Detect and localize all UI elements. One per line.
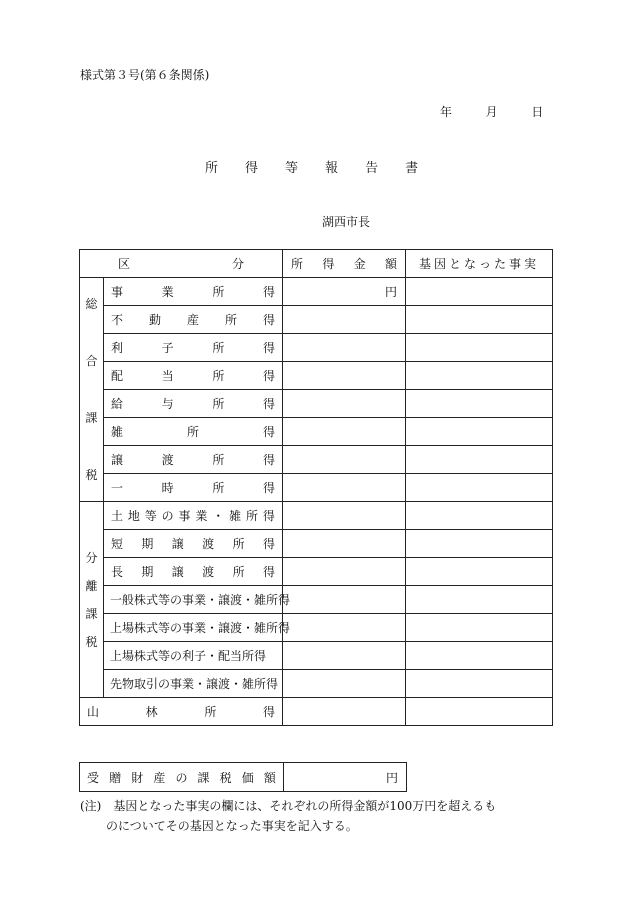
label-char: 得 [262,705,275,719]
income-report-table [79,249,553,726]
income-label: 先物取引の事業・譲渡・雑所得 [104,670,283,698]
header-amount [283,250,406,278]
header-fact [406,250,553,278]
date-line [440,103,543,120]
header-char: 区 [118,257,131,271]
title-char: 書 [405,161,420,176]
amount-field[interactable]: 円 [283,278,406,306]
amount-field[interactable] [283,558,406,586]
label-char: 所 [186,425,199,439]
gift-value-table [79,762,407,792]
label-char: 所 [212,369,225,383]
date-month-label: 月 [485,105,498,119]
amount-field[interactable] [283,474,406,502]
label-char: 受 [87,770,100,785]
amount-field[interactable] [283,418,406,446]
title-char: 得 [245,161,260,176]
fact-field[interactable] [406,306,553,334]
label-char: 得 [262,565,275,579]
addressee: 湖西市長 [322,215,371,229]
title-char: 報 [325,161,340,176]
label-char: 与 [161,397,174,411]
header-category [80,250,283,278]
label-char: 得 [262,537,275,551]
label-char: 給 [111,397,124,411]
label-char: 課 [197,770,210,785]
header-char: 所 [291,257,304,271]
label-char: 業 [195,509,208,523]
fact-field[interactable] [406,530,553,558]
label-char: 短 [111,537,124,551]
income-label [104,390,283,418]
header-char: 金 [353,257,366,271]
label-char: 得 [262,509,275,523]
table-row [80,586,553,614]
table-row [80,530,553,558]
fact-field[interactable] [406,334,553,362]
label-char: ・ [212,509,225,523]
label-char: 渡 [202,537,215,551]
table-row [80,642,553,670]
table-row [80,614,553,642]
bunri-label-char: 課 [85,606,98,621]
label-char: 等 [144,509,157,523]
amount-field[interactable] [283,334,406,362]
footnote-line: のについてその基因となった事実を記入する。 [106,819,358,833]
label-char: 渡 [202,565,215,579]
label-char: 一 [111,481,124,495]
sogo-label [80,278,104,502]
title-char: 告 [365,161,380,176]
income-label: 一般株式等の事業・譲渡・雑所得 [104,586,283,614]
income-label: 上場株式等の事業・譲渡・雑所得 [104,614,283,642]
label-char: 所 [232,565,245,579]
document-title [205,157,419,176]
label-char: 額 [263,770,276,785]
fact-field[interactable] [406,670,553,698]
table-row [80,670,553,698]
fact-field[interactable] [406,446,553,474]
fact-field[interactable] [406,390,553,418]
amount-field[interactable] [283,642,406,670]
amount-field[interactable] [283,390,406,418]
income-label [104,558,283,586]
label-char: 所 [212,285,225,299]
income-label [104,334,283,362]
table-row [80,558,553,586]
gift-label [80,763,284,792]
table-row [80,306,553,334]
bunri-label-char: 分 [85,550,98,565]
amount-field[interactable] [283,362,406,390]
label-char: 得 [262,481,275,495]
income-label [104,446,283,474]
label-char: 所 [232,537,245,551]
amount-field[interactable] [283,530,406,558]
title-char: 所 [205,161,220,176]
label-char: 事 [111,285,124,299]
amount-field[interactable] [283,614,406,642]
fact-field[interactable] [406,614,553,642]
table-row [80,362,553,390]
income-label [104,278,283,306]
income-label: 上場株式等の利子・配当所得 [104,642,283,670]
income-label [104,502,283,530]
label-char: 配 [111,369,124,383]
income-label [104,362,283,390]
income-label [104,418,283,446]
label-char: 産 [186,313,199,327]
label-char: 事 [178,509,191,523]
table-row [80,698,553,726]
fact-field[interactable] [406,362,553,390]
income-label [104,530,283,558]
amount-field[interactable] [283,586,406,614]
table-row [80,474,553,502]
income-label [104,306,283,334]
income-label [104,474,283,502]
fact-field[interactable] [406,642,553,670]
label-char: の [161,509,174,523]
label-char: 時 [161,481,174,495]
label-char: 譲 [171,565,184,579]
label-char: 山 [87,705,100,719]
label-char: 税 [219,770,232,785]
label-char: 業 [161,285,174,299]
label-char: 所 [212,481,225,495]
header-char: 分 [231,257,244,271]
label-char: 所 [224,313,237,327]
fact-field[interactable] [406,278,553,306]
label-char: 雑 [229,509,242,523]
bunri-label-char: 税 [85,634,98,649]
label-char: 地 [127,509,140,523]
date-year-label: 年 [440,105,453,119]
header-char: 額 [384,257,397,271]
table-row [80,502,553,530]
amount-field[interactable] [283,306,406,334]
label-char: 当 [161,369,174,383]
fact-field[interactable] [406,586,553,614]
label-char: 不 [111,313,124,327]
label-char: 得 [262,313,275,327]
amount-field[interactable] [283,446,406,474]
label-char: 所 [212,341,225,355]
amount-field[interactable] [283,670,406,698]
header-fact-label: 基因となった事実 [418,257,539,271]
table-row [80,446,553,474]
label-char: 所 [212,397,225,411]
label-char: 子 [161,341,174,355]
table-row [80,763,407,792]
sogo-label-char: 合 [85,354,98,368]
label-char: 譲 [111,453,124,467]
label-char: 長 [111,565,124,579]
label-char: 得 [262,397,275,411]
fact-field[interactable] [406,418,553,446]
table-row [80,278,553,306]
label-char: 雑 [111,425,124,439]
label-char: 土 [111,509,124,523]
income-label [80,698,283,726]
label-char: 譲 [171,537,184,551]
label-char: 得 [262,369,275,383]
footnote-line: (注) 基因となった事実の欄には、それぞれの所得金額が100万円を超えるも [80,799,497,813]
label-char: 所 [212,453,225,467]
label-char: 価 [241,770,254,785]
fact-field[interactable] [406,474,553,502]
sogo-label-char: 課 [85,411,98,425]
label-char: 産 [153,770,166,785]
date-day-label: 日 [531,105,544,119]
gift-amount-field[interactable]: 円 [284,763,407,792]
label-char: 贈 [109,770,122,785]
footnote [80,796,555,836]
table-row [80,390,553,418]
label-char: 林 [145,705,158,719]
label-char: 得 [262,425,275,439]
label-char: 期 [141,537,154,551]
label-char: の [175,770,188,785]
label-char: 得 [262,285,275,299]
sogo-label-char: 税 [85,468,98,482]
label-char: 動 [148,313,161,327]
label-char: 所 [246,509,259,523]
header-char: 得 [322,257,335,271]
label-char: 得 [262,341,275,355]
fact-field[interactable] [406,698,553,726]
label-char: 期 [141,565,154,579]
amount-field[interactable] [283,502,406,530]
amount-field[interactable] [283,698,406,726]
bunri-label [80,502,104,698]
bunri-label-char: 離 [85,578,98,593]
table-row [80,334,553,362]
label-char: 財 [131,770,144,785]
label-char: 利 [111,341,124,355]
fact-field[interactable] [406,558,553,586]
label-char: 所 [204,705,217,719]
form-number: 様式第３号(第６条関係) [80,68,210,82]
label-char: 得 [262,453,275,467]
sogo-label-char: 総 [85,297,98,311]
table-row [80,418,553,446]
label-char: 渡 [161,453,174,467]
fact-field[interactable] [406,502,553,530]
header-row [80,250,553,278]
title-char: 等 [285,161,300,176]
